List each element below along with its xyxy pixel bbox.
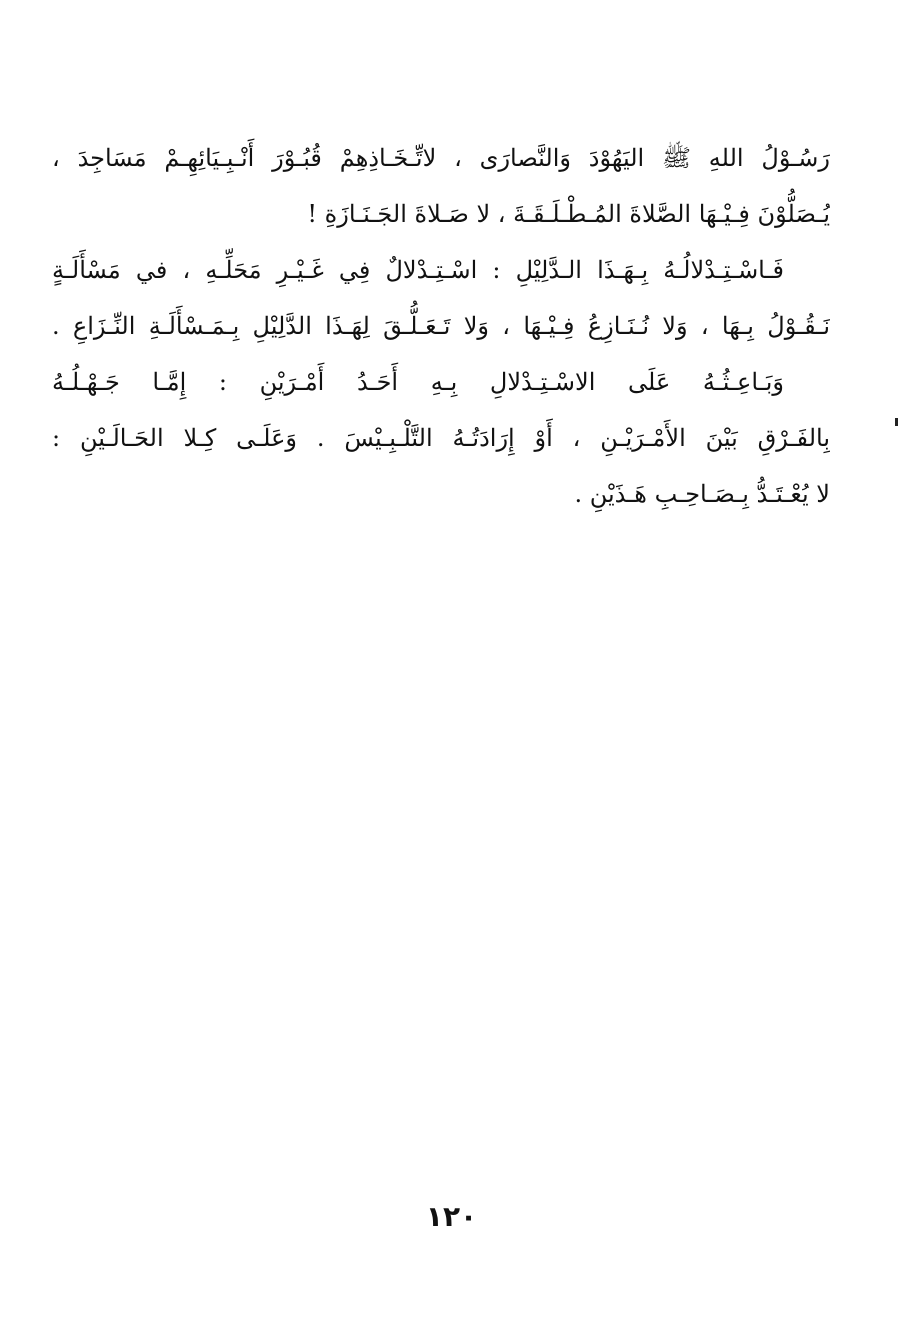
text-line: لا يُعْـتَـدُّ بِـصَـاحِـبِ هَـذَيْنِ . [574,480,830,508]
paragraph-2 [52,242,830,354]
text-line: وَبَـاعِـثُـهُ عَلَى الاسْـتِـدْلالِ بِـهِ أَحَـدُ أَمْـرَيْنِ : إِمَّـا جَـهْـلُـهُ [52,368,784,396]
text-line: نَـقُـوْلُ بِـهَا ، وَلا نُـنَـازِعُ فِـيْـهَا ، وَلا تَـعَـلُّـقَ لِهَـذَا الدَّلِيْلِ بِـمَـسْأَلَـةِ النِّـزَاعِ . [52,312,830,340]
text-line: فَـاسْـتِـدْلالُـهُ بِـهَـذَا الـدَّلِيْلِ : اسْـتِـدْلالٌ فِي غَـيْـرِ مَحَلِّـهِ ، في مَسْأَلَـةٍ [52,256,784,284]
paragraph-3 [52,354,830,522]
text-line: بِالفَـرْقِ بَيْنَ الأَمْـرَيْـنِ ، أَوْ إِرَادَتُـهُ التَّلْـبِـيْسَ . وَعَلَـى كِـلا الحَـالَـيْنِ : [52,424,830,452]
text-line: يُـصَلُّوْنَ فِـيْـهَا الصَّلاةَ المُـطْـلَـقَـةَ ، لا صَـلاةَ الجَـنَـازَةِ ! [307,200,830,228]
page-number: ١٢٠ [425,1200,478,1233]
body-text [52,130,830,522]
text-line: رَسُـوْلُ اللهِ ﷺ اليَهُوْدَ وَالنَّصارَى ، لاتِّـخَـاذِهِمْ قُبُـوْرَ أَنْـبِـيَائِهِـمْ مَسَاجِدَ ، [52,144,830,172]
paragraph-1 [52,130,830,242]
scan-edge-mark [895,418,898,426]
